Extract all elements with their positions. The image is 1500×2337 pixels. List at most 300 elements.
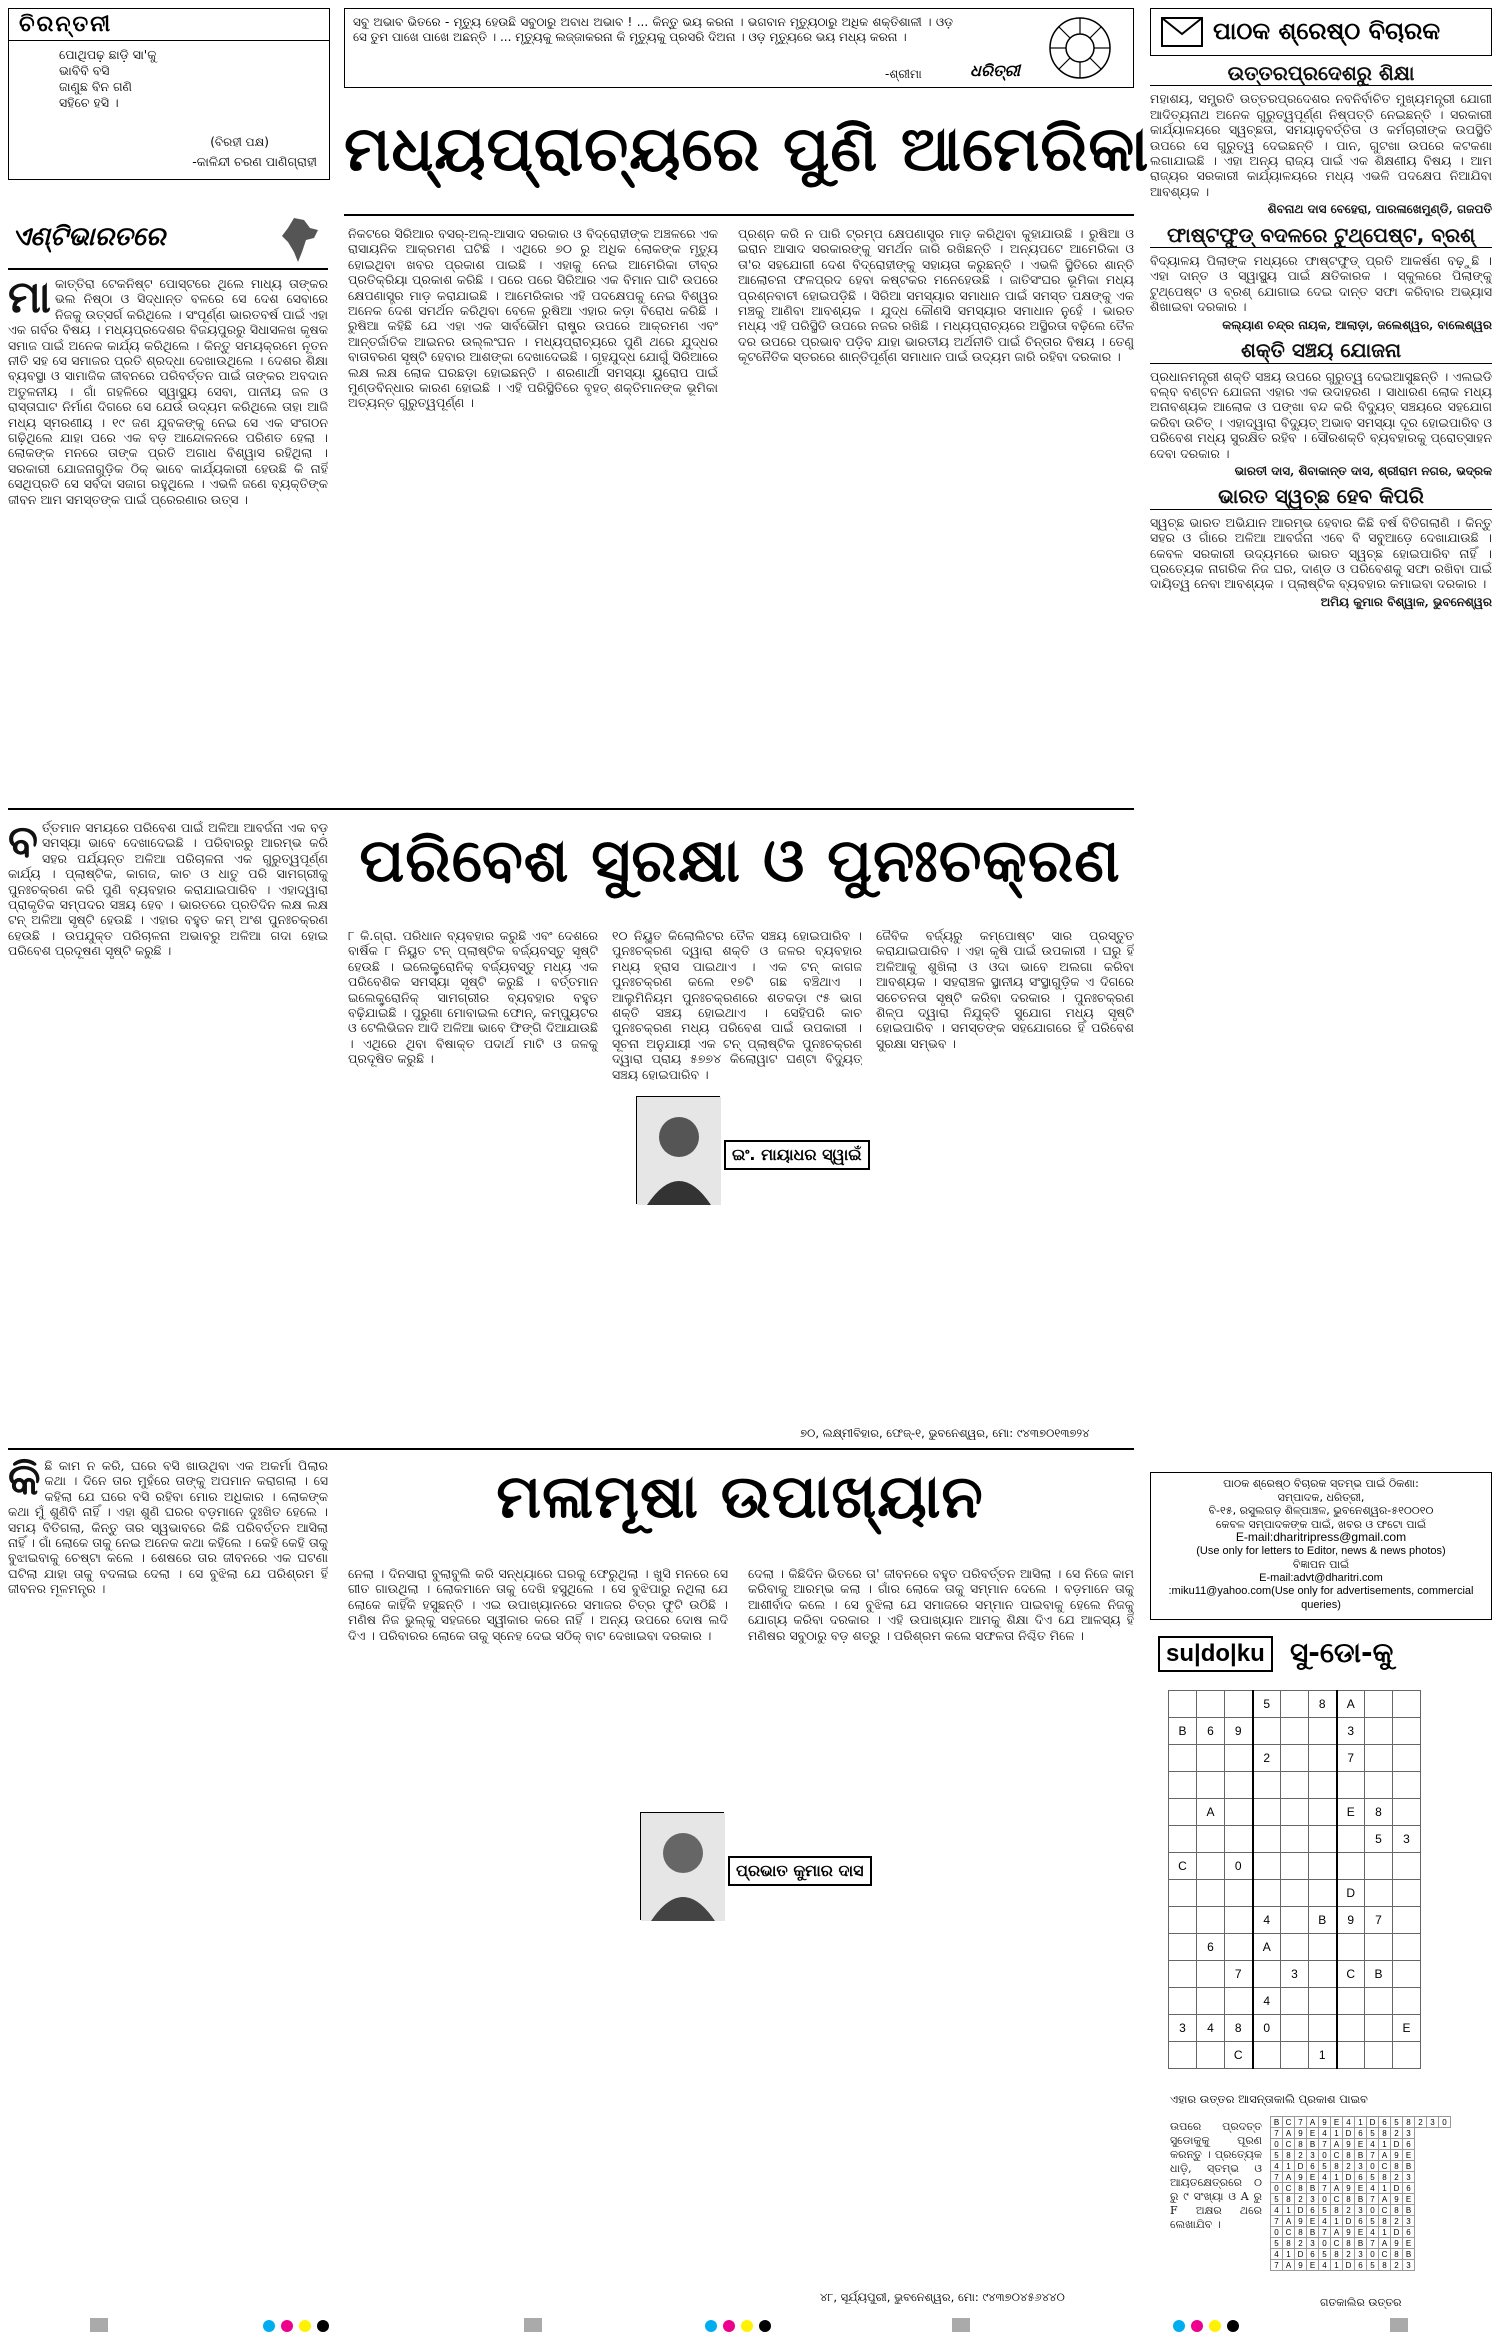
solution-cell: 0 xyxy=(1271,2139,1283,2150)
solution-cell: E xyxy=(1355,2183,1367,2194)
sudoku-grid-wrap xyxy=(1168,1690,1421,2069)
sudoku-row xyxy=(1169,1907,1421,1934)
solution-cell: 4 xyxy=(1367,2227,1379,2238)
sudoku-cell xyxy=(1253,1772,1281,1799)
sudoku-cell: 7 xyxy=(1365,1907,1393,1934)
sudoku-cell: B xyxy=(1309,1907,1337,1934)
divider xyxy=(344,214,1134,216)
solution-cell: D xyxy=(1343,2216,1355,2227)
solution-cell: 9 xyxy=(1343,2183,1355,2194)
solution-cell: 2 xyxy=(1391,2172,1403,2183)
sudoku-cell xyxy=(1337,1826,1365,1853)
solution-row xyxy=(1271,2183,1451,2194)
sudoku-row xyxy=(1169,1961,1421,1988)
sudoku-cell xyxy=(1169,1826,1197,1853)
solution-cell: 7 xyxy=(1319,2183,1331,2194)
sudoku-cell: 7 xyxy=(1225,1961,1253,1988)
sudoku-cell xyxy=(1169,1745,1197,1772)
solution-cell: E xyxy=(1355,2139,1367,2150)
solution-cell: 5 xyxy=(1367,2260,1379,2271)
solution-cell: 1 xyxy=(1331,2260,1343,2271)
poem-line: ଭାବିବି ବସି xyxy=(59,63,110,78)
paragraph: ଜୈବିକ ବର୍ଜ୍ୟରୁ କମ୍ପୋଷ୍ଟ ସାର ପ୍ରସ୍ତୁତ କରାଯାଇପାରିବ । ଏହା କୃଷି ପାଇଁ ଉପକାରୀ । ଘରୁ ହିଁ ଅଳିଆକୁ ଶୁଖିଲା ଓ ଓଦା ଭାବେ ଅଲଗା କରିବା ଆବଶ୍ୟକ । ସହରାଞ୍ଚଳ ସ୍ଥାନୀୟ ସଂସ୍ଥାଗୁଡ଼ିକ ଏ ଦିଗରେ ସଚେତନତା ସୃଷ୍ଟି କରିବା ଦରକାର । ପୁନଃଚକ୍ରଣ ଶିଳ୍ପ ଦ୍ୱାରା ନିଯୁକ୍ତି ସୁଯୋଗ ମଧ୍ୟ ସୃଷ୍ଟି ହୋଇପାରିବ । ସମସ୍ତଙ୍କ ସହଯୋଗରେ ହିଁ ପରିବେଶ ସୁରକ୍ଷା ସମ୍ଭବ । xyxy=(876,928,1134,1051)
contact-email[interactable]: :miku11@yahoo.com(Use only for advertisements, commercial queries) xyxy=(1168,1585,1474,1611)
solution-cell: 3 xyxy=(1355,2161,1367,2172)
solution-cell: 9 xyxy=(1391,2238,1403,2249)
sudoku-cell xyxy=(1253,1853,1281,1880)
sudoku-cell xyxy=(1169,1799,1197,1826)
sudoku-cell: 3 xyxy=(1393,1826,1421,1853)
solution-cell: 9 xyxy=(1295,2172,1307,2183)
letters-column xyxy=(1150,64,1492,1454)
solution-cell: E xyxy=(1403,2150,1415,2161)
letter-sign: ଅମିୟ କୁମାର ବିଶ୍ୱାଳ, ଭୁବନେଶ୍ୱର xyxy=(1320,594,1492,609)
sudoku-cell xyxy=(1393,1907,1421,1934)
solution-cell: 0 xyxy=(1271,2227,1283,2238)
solution-cell: 8 xyxy=(1391,2205,1403,2216)
letter-text: ପ୍ରଧାନମନ୍ତ୍ରୀ ଶକ୍ତି ସଞ୍ଚୟ ଉପରେ ଗୁରୁତ୍ୱ ଦେଇଆସୁଛନ୍ତି । ଏଲଇଡି ବଲ୍ବ ବଣ୍ଟନ ଯୋଜନା ଏହାର ଏକ ଉଦାହରଣ । ସାଧାରଣ ଲୋକ ମଧ୍ୟ ଅନାବଶ୍ୟକ ଆଲୋକ ଓ ପଙ୍ଖା ବନ୍ଦ କରି ବିଦ୍ୟୁତ୍ ସଞ୍ଚୟରେ ସହଯୋଗ କରିବା ଉଚିତ୍ । ଏହାଦ୍ୱାରା ବିଦ୍ୟୁତ୍ ଅଭାବ ସମସ୍ୟା ଦୂର ହୋଇପାରିବ ଓ ପରିବେଶ ମଧ୍ୟ ସୁରକ୍ଷିତ ରହିବ । ସୌରଶକ୍ତି ବ୍ୟବହାରକୁ ପ୍ରୋତ୍ସାହନ ଦେବା ଦରକାର । xyxy=(1150,368,1492,461)
environment-col-1 xyxy=(8,820,328,1440)
solution-cell: 6 xyxy=(1307,2205,1319,2216)
solution-cell: B xyxy=(1271,2117,1283,2128)
sudoku-cell xyxy=(1393,1772,1421,1799)
sudoku-row xyxy=(1169,1745,1421,1772)
sudoku-cell xyxy=(1309,1934,1337,1961)
sudoku-cell xyxy=(1393,1934,1421,1961)
sudoku-cell xyxy=(1393,1880,1421,1907)
solution-cell: 8 xyxy=(1379,2260,1391,2271)
solution-cell: 5 xyxy=(1319,2161,1331,2172)
sudoku-cell: 4 xyxy=(1253,1907,1281,1934)
solution-row xyxy=(1271,2260,1451,2271)
sudoku-cell xyxy=(1393,1745,1421,1772)
sudoku-box xyxy=(1150,1630,1492,2320)
solution-cell: C xyxy=(1283,2227,1295,2238)
sudoku-cell: B xyxy=(1365,1961,1393,1988)
sudoku-cell xyxy=(1337,1772,1365,1799)
letter-text: ସ୍ୱଚ୍ଛ ଭାରତ ଅଭିଯାନ ଆରମ୍ଭ ହେବାର କିଛି ବର୍ଷ ବିତିଗଲାଣି । କିନ୍ତୁ ସହର ଓ ଗାଁରେ ଅଳିଆ ଆବର୍ଜନା ଏବେ ବି ସବୁଆଡ଼େ ଦେଖାଯାଉଛି । କେବଳ ସରକାରୀ ଉଦ୍ୟମରେ ଭାରତ ସ୍ୱଚ୍ଛ ହୋଇପାରିବ ନାହିଁ । ପ୍ରତ୍ୟେକ ନାଗରିକ ନିଜ ଘର, ଦାଣ୍ଡ ଓ ପରିବେଶକୁ ସଫା ରଖିବା ପାଇଁ ଦାୟିତ୍ୱ ନେବା ଆବଶ୍ୟକ । ପ୍ଲାଷ୍ଟିକ ବ୍ୟବହାର କମାଇବା ଦରକାର । xyxy=(1150,514,1492,592)
sudoku-cell: D xyxy=(1337,1880,1365,1907)
solution-cell: 2 xyxy=(1415,2117,1427,2128)
chirantani-title: ଚିରନ୍ତନୀ xyxy=(9,9,329,41)
quote-author: -ଶ୍ରୀମା xyxy=(885,67,922,81)
solution-cell: 8 xyxy=(1331,2161,1343,2172)
solution-cell: 0 xyxy=(1319,2194,1331,2205)
letter-title: ଭାରତ ସ୍ୱଚ୍ଛ ହେବ କିପରି xyxy=(1150,487,1492,509)
author-address: ୭୦, ଲକ୍ଷ୍ମୀବିହାର, ଫେଜ୍-୧, ଭୁବନେଶ୍ୱର, ମୋ: ୯୪୩୭୦୧୩୭୨୪ xyxy=(800,1426,1090,1440)
sudoku-cell: 5 xyxy=(1365,1826,1393,1853)
sudoku-cell xyxy=(1281,2015,1309,2042)
color-registration-mark xyxy=(262,2318,340,2332)
solution-cell: 6 xyxy=(1355,2172,1367,2183)
solution-cell: 5 xyxy=(1319,2249,1331,2260)
environment-col-2 xyxy=(348,928,598,1440)
sudoku-cell: C xyxy=(1169,1853,1197,1880)
poem-line: ସହିଚେ ହସି । xyxy=(59,95,119,110)
solution-cell: 8 xyxy=(1343,2150,1355,2161)
letter-title: ଉତ୍ତରପ୍ରଦେଶରୁ ଶିକ୍ଷା xyxy=(1150,64,1492,86)
solution-cell: C xyxy=(1283,2183,1295,2194)
solution-cell: 3 xyxy=(1427,2117,1439,2128)
sudoku-cell xyxy=(1337,1853,1365,1880)
solution-cell: 0 xyxy=(1271,2183,1283,2194)
color-registration-mark xyxy=(704,2318,782,2332)
solution-cell: 4 xyxy=(1319,2260,1331,2271)
solution-cell: C xyxy=(1331,2238,1343,2249)
sudoku-cell xyxy=(1365,1853,1393,1880)
solution-cell: 2 xyxy=(1391,2216,1403,2227)
sudoku-cell xyxy=(1225,1934,1253,1961)
sudoku-cell: 7 xyxy=(1337,1745,1365,1772)
section-logo-text: ଏଣ୍ଟିଭାରତରେ xyxy=(12,222,166,252)
letter-title: ଫାଷ୍ଟଫୁଡ୍ ବଦଳରେ ଟୁଥ୍‌ପେଷ୍ଟ, ବ୍ରଶ୍ xyxy=(1150,226,1492,248)
sudoku-cell xyxy=(1225,1691,1253,1718)
sudoku-cell: 3 xyxy=(1169,2015,1197,2042)
solution-cell: 8 xyxy=(1391,2161,1403,2172)
solution-cell: 1 xyxy=(1331,2128,1343,2139)
solution-cell: 1 xyxy=(1379,2227,1391,2238)
solution-cell: 9 xyxy=(1391,2150,1403,2161)
solution-cell: 7 xyxy=(1295,2117,1307,2128)
solution-cell: 5 xyxy=(1271,2150,1283,2161)
divider xyxy=(8,268,328,270)
sudoku-cell: 8 xyxy=(1365,1799,1393,1826)
solution-cell: 0 xyxy=(1367,2249,1379,2260)
sudoku-cell xyxy=(1393,1799,1421,1826)
chirantani-poem xyxy=(9,41,329,117)
sudoku-cell xyxy=(1253,1799,1281,1826)
sudoku-cell xyxy=(1309,2015,1337,2042)
sudoku-cell xyxy=(1393,1691,1421,1718)
sudoku-row xyxy=(1169,1853,1421,1880)
sudoku-cell xyxy=(1365,2015,1393,2042)
solution-cell: 7 xyxy=(1367,2194,1379,2205)
quote-brand: ଧରିତ୍ରୀ xyxy=(970,61,1020,80)
solution-cell: B xyxy=(1403,2249,1415,2260)
solution-cell: 3 xyxy=(1307,2150,1319,2161)
solution-cell: 2 xyxy=(1391,2128,1403,2139)
story-col-2 xyxy=(348,1566,728,2298)
solution-cell: C xyxy=(1331,2194,1343,2205)
solution-cell: 1 xyxy=(1331,2216,1343,2227)
solution-cell: 0 xyxy=(1319,2238,1331,2249)
solution-cell: D xyxy=(1391,2139,1403,2150)
solution-cell: A xyxy=(1283,2128,1295,2139)
sudoku-cell: 3 xyxy=(1337,1718,1365,1745)
solution-cell: B xyxy=(1307,2227,1319,2238)
sudoku-cell xyxy=(1169,1961,1197,1988)
sudoku-cell: 4 xyxy=(1197,2015,1225,2042)
letter-text: ବିଦ୍ୟାଳୟ ପିଲାଙ୍କ ମଧ୍ୟରେ ଫାଷ୍ଟଫୁଡ୍ ପ୍ରତି ଆକର୍ଷଣ ବଢ଼ୁଛି । ଏହା ଦାନ୍ତ ଓ ସ୍ୱାସ୍ଥ୍ୟ ପାଇଁ କ୍ଷତିକାରକ । ସ୍କୁଲରେ ପିଲାଙ୍କୁ ଟୁଥ୍‌ପେଷ୍ଟ ଓ ବ୍ରଶ୍ ଯୋଗାଇ ଦେଇ ଦାନ୍ତ ସଫା କରିବାର ଅଭ୍ୟାସ ଶିଖାଇବା ଦରକାର । xyxy=(1150,253,1492,315)
sudoku-cell: E xyxy=(1393,2015,1421,2042)
solution-cell: E xyxy=(1403,2194,1415,2205)
story-col-3 xyxy=(748,1566,1134,2298)
solution-cell: 6 xyxy=(1403,2139,1415,2150)
solution-row xyxy=(1271,2238,1451,2249)
sudoku-cell: 8 xyxy=(1225,2015,1253,2042)
solution-cell: D xyxy=(1295,2249,1307,2260)
solution-cell: A xyxy=(1379,2194,1391,2205)
solution-cell: D xyxy=(1367,2117,1379,2128)
contact-email[interactable]: E-mail:advt@dharitri.com xyxy=(1259,1571,1383,1584)
solution-cell: 7 xyxy=(1271,2216,1283,2227)
letter xyxy=(1150,64,1492,218)
sudoku-cell xyxy=(1365,1718,1393,1745)
dropcap: କି xyxy=(8,1458,41,1505)
sudoku-cell xyxy=(1197,1907,1225,1934)
solution-cell: D xyxy=(1343,2172,1355,2183)
sudoku-cell xyxy=(1197,1988,1225,2015)
sudoku-cell xyxy=(1309,1745,1337,1772)
solution-cell: B xyxy=(1403,2205,1415,2216)
solution-cell: 9 xyxy=(1295,2216,1307,2227)
sudoku-cell: C xyxy=(1337,1961,1365,1988)
sudoku-cell xyxy=(1365,1772,1393,1799)
sudoku-cell xyxy=(1281,1745,1309,1772)
chirantani-source: (ବିରହୀ ପକ୍ଷ) xyxy=(210,135,269,149)
sudoku-cell xyxy=(1309,1772,1337,1799)
color-registration-mark xyxy=(1172,2318,1250,2332)
solution-cell: 1 xyxy=(1283,2249,1295,2260)
solution-cell: 9 xyxy=(1343,2139,1355,2150)
solution-cell: A xyxy=(1331,2139,1343,2150)
solution-cell: 8 xyxy=(1343,2194,1355,2205)
solution-cell: 2 xyxy=(1295,2150,1307,2161)
sudoku-cell xyxy=(1169,1691,1197,1718)
paragraph: ଛି କାମ ନ କରି, ଘରେ ବସି ଖାଉଥିବା ଏକ ଅକର୍ମା ପିଲାର କଥା । ଦିନେ ତାର ମୁହଁରେ ତାଙ୍କୁ ଅପମାନ କରାଗଲା । ସେ କହିଲା ଯେ ଘରେ ବସି ରହିବା ମୋର ଅଧିକାର । ଲୋକଙ୍କ କଥା ମୁଁ ଶୁଣିବି ନାହିଁ । ଏହା ଶୁଣି ଘରର ବଡ଼ମାନେ ଦୁଃଖିତ ହେଲେ । ସମୟ ବିତିଗଲା, କିନ୍ତୁ ତାର ସ୍ୱଭାବରେ କିଛି ପରିବର୍ତ୍ତନ ଆସିଲା ନାହିଁ । ଗାଁ ଲୋକେ ତାକୁ ନେଇ ଅନେକ କଥା କହିଲେ । କେହି କେହି ତାକୁ ବୁଝାଇବାକୁ ଚେଷ୍ଟା କଲେ । ଶେଷରେ ତାର ଜୀବନରେ ଏକ ଘଟଣା ଘଟିଲା ଯାହା ତାକୁ ବଦଳାଇ ଦେଲା । ସେ ବୁଝିଲା ଯେ ପରିଶ୍ରମ ହିଁ ଜୀବନର ମୂଳମନ୍ତ୍ର । xyxy=(8,1458,328,1597)
solution-cell: C xyxy=(1379,2205,1391,2216)
solution-cell: 3 xyxy=(1403,2260,1415,2271)
registration-mark xyxy=(90,2318,108,2332)
sudoku-cell xyxy=(1337,2015,1365,2042)
sudoku-row xyxy=(1169,1691,1421,1718)
solution-row xyxy=(1271,2161,1451,2172)
editorial-col-3 xyxy=(738,226,1134,796)
sudoku-cell xyxy=(1393,1853,1421,1880)
solution-cell: 0 xyxy=(1367,2161,1379,2172)
solution-cell: 7 xyxy=(1271,2128,1283,2139)
solution-cell: C xyxy=(1283,2117,1295,2128)
sudoku-cell: B xyxy=(1169,1718,1197,1745)
sudoku-cell: 8 xyxy=(1309,1691,1337,1718)
solution-cell: B xyxy=(1403,2161,1415,2172)
sudoku-cell xyxy=(1253,2042,1281,2069)
sudoku-cell xyxy=(1281,1826,1309,1853)
sudoku-logo: su|do|ku xyxy=(1158,1636,1273,1672)
solution-cell: 3 xyxy=(1403,2128,1415,2139)
solution-cell: 2 xyxy=(1343,2205,1355,2216)
solution-cell: 4 xyxy=(1271,2205,1283,2216)
solution-cell: B xyxy=(1355,2238,1367,2249)
sudoku-cell xyxy=(1309,1853,1337,1880)
divider xyxy=(8,1448,1134,1450)
paragraph: ର୍ତ୍ତମାନ ସମୟରେ ପରିବେଶ ପାଇଁ ଅଳିଆ ଆବର୍ଜନା ଏକ ବଡ଼ ସମସ୍ୟା ଭାବେ ଦେଖାଦେଇଛି । ପରିବାରରୁ ଆରମ୍ଭ କରି ସହର ପର୍ଯ୍ୟନ୍ତ ଅଳିଆ ପରିଚାଳନା ଏକ ଗୁରୁତ୍ୱପୂର୍ଣ୍ଣ କାର୍ଯ୍ୟ । ପ୍ଲାଷ୍ଟିକ, କାଗଜ, କାଚ ଓ ଧାତୁ ପରି ସାମଗ୍ରୀକୁ ପୁନଃଚକ୍ରଣ କରି ପୁଣି ବ୍ୟବହାର କରାଯାଇପାରିବ । ଏହାଦ୍ୱାରା ପ୍ରାକୃତିକ ସମ୍ପଦର ସଞ୍ଚୟ ହେବ । ଭାରତରେ ପ୍ରତିଦିନ ଲକ୍ଷ ଲକ୍ଷ ଟନ୍ ଅଳିଆ ସୃଷ୍ଟି ହେଉଛି । ଏହାର ବହୁତ କମ୍ ଅଂଶ ପୁନଃଚକ୍ରଣ ହେଉଛି । ଉପଯୁକ୍ତ ପରିଚାଳନା ଅଭାବରୁ ଅଳିଆ ଗଦା ହୋଇ ପରିବେଶ ପ୍ରଦୂଷଣ ସୃଷ୍ଟି କରୁଛି । xyxy=(8,820,328,959)
letter-sign: କଲ୍ୟାଣ ଚନ୍ଦ୍ର ନାୟକ, ଆଲାଡ଼ା, ଜଲେଶ୍ୱର, ବାଲେଶ୍ୱର xyxy=(1222,317,1492,332)
sudoku-cell xyxy=(1169,1772,1197,1799)
sudoku-cell xyxy=(1281,1772,1309,1799)
solution-cell: 5 xyxy=(1367,2216,1379,2227)
solution-cell: 1 xyxy=(1283,2161,1295,2172)
solution-cell: D xyxy=(1391,2183,1403,2194)
solution-cell: 3 xyxy=(1307,2238,1319,2249)
solution-cell: 1 xyxy=(1379,2183,1391,2194)
solution-cell: 5 xyxy=(1271,2194,1283,2205)
sudoku-cell xyxy=(1309,1826,1337,1853)
sudoku-cell xyxy=(1309,1799,1337,1826)
sudoku-row xyxy=(1169,1772,1421,1799)
sudoku-cell xyxy=(1365,1934,1393,1961)
sudoku-cell xyxy=(1253,1880,1281,1907)
paragraph: ପ୍ରଶ୍ନ କରି ନ ପାରି ଟ୍ରମ୍ପ କ୍ଷେପଣାସ୍ତ୍ର ମାଡ଼ କରିଥିବା କୁହାଯାଉଛି । ରୁଷିଆ ଓ ଇରାନ ଆସାଦ ସରକାରଙ୍କୁ ସମର୍ଥନ ଜାରି ରଖିଛନ୍ତି । ଅନ୍ୟପଟେ ଆମେରିକା ଓ ତା'ର ସହଯୋଗୀ ଦେଶ ବିଦ୍ରୋହୀଙ୍କୁ ସହାୟତା କରୁଛନ୍ତି । ଏଭଳି ସ୍ଥିତିରେ ଶାନ୍ତି ଆଲୋଚନା ଫଳପ୍ରଦ ହେବା କଷ୍ଟକର ମନେହେଉଛି । ଜାତିସଂଘର ଭୂମିକା ମଧ୍ୟ ପ୍ରଶ୍ନବାଚୀ ହୋଇପଡ଼ିଛି । ସିରିଆ ସମସ୍ୟାର ସମାଧାନ ପାଇଁ ସମସ୍ତ ପକ୍ଷଙ୍କୁ ଏକ ମଞ୍ଚକୁ ଆଣିବା ଆବଶ୍ୟକ । ଯୁଦ୍ଧ କୌଣସି ସମସ୍ୟାର ସମାଧାନ ନୁହେଁ । ଭାରତ ମଧ୍ୟ ଏହି ପରିସ୍ଥିତି ଉପରେ ନଜର ରଖିଛି । ମଧ୍ୟପ୍ରାଚ୍ୟରେ ଅସ୍ଥିରତା ବଢ଼ିଲେ ତୈଳ ଦର ଉପରେ ପ୍ରଭାବ ପଡ଼ିବ ଯାହା ଭାରତୀୟ ଅର୍ଥନୀତି ପାଇଁ ଚିନ୍ତାର ବିଷୟ । ତେଣୁ କୂଟନୈତିକ ସ୍ତରରେ ଶାନ୍ତିପୂର୍ଣ୍ଣ ସମାଧାନ ପାଇଁ ଉଦ୍ୟମ ଜାରି ରହିବା ଦରକାର । xyxy=(738,226,1134,365)
chirantani-box xyxy=(8,8,330,180)
sudoku-cell xyxy=(1253,1718,1281,1745)
sudoku-title: ସୁ-ଡୋ-କୁ xyxy=(1290,1636,1394,1669)
solution-cell: 9 xyxy=(1295,2260,1307,2271)
solution-cell: E xyxy=(1331,2117,1343,2128)
story-headline: ମଳାମୂଷା ଉପାଖ୍ୟାନ xyxy=(496,1462,984,1532)
sudoku-row xyxy=(1169,1880,1421,1907)
solution-cell: A xyxy=(1283,2216,1295,2227)
solution-cell: 8 xyxy=(1379,2216,1391,2227)
solution-cell: 8 xyxy=(1283,2150,1295,2161)
solution-cell: D xyxy=(1343,2128,1355,2139)
sudoku-cell xyxy=(1169,1934,1197,1961)
sudoku-cell xyxy=(1337,2042,1365,2069)
contact-email[interactable]: E-mail:dharitripress@gmail.com xyxy=(1235,1530,1407,1544)
solution-cell: D xyxy=(1343,2260,1355,2271)
solution-cell: 3 xyxy=(1355,2205,1367,2216)
letters-header xyxy=(1150,8,1492,56)
solution-cell: 8 xyxy=(1283,2238,1295,2249)
sudoku-cell xyxy=(1169,1880,1197,1907)
solution-cell: C xyxy=(1379,2249,1391,2260)
solution-cell: 5 xyxy=(1367,2172,1379,2183)
solution-cell: E xyxy=(1307,2128,1319,2139)
sudoku-cell: 9 xyxy=(1225,1718,1253,1745)
solution-cell: 4 xyxy=(1367,2139,1379,2150)
solution-cell: 7 xyxy=(1271,2260,1283,2271)
solution-cell: 2 xyxy=(1295,2194,1307,2205)
author-caption: ଇଂ. ମାୟାଧର ସ୍ୱାଇଁ xyxy=(724,1140,870,1170)
solution-cell: 3 xyxy=(1403,2216,1415,2227)
solution-cell: 8 xyxy=(1295,2183,1307,2194)
solution-cell: B xyxy=(1355,2150,1367,2161)
sudoku-cell xyxy=(1225,1745,1253,1772)
letter-sign: ଭାରତୀ ଦାସ, ଶିବାକାନ୍ତ ଦାସ, ଶ୍ରୀରାମ ନଗର, ଭଦ୍ରକ xyxy=(1234,463,1492,478)
sudoku-cell: 6 xyxy=(1197,1718,1225,1745)
solution-cell: 9 xyxy=(1319,2117,1331,2128)
sudoku-cell xyxy=(1281,2042,1309,2069)
sudoku-cell xyxy=(1197,1880,1225,1907)
sudoku-cell xyxy=(1281,1907,1309,1934)
letter xyxy=(1150,338,1492,479)
solution-cell: 7 xyxy=(1367,2150,1379,2161)
solution-cell: E xyxy=(1307,2172,1319,2183)
sudoku-row xyxy=(1169,1988,1421,2015)
solution-cell: 8 xyxy=(1283,2194,1295,2205)
solution-cell: A xyxy=(1379,2150,1391,2161)
registration-mark xyxy=(524,2318,542,2332)
author-caption: ପ୍ରଭାତ କୁମାର ଦାସ xyxy=(728,1856,872,1886)
solution-cell: 3 xyxy=(1307,2194,1319,2205)
solution-cell: 8 xyxy=(1391,2249,1403,2260)
author-photo xyxy=(636,1096,720,1204)
solution-row xyxy=(1271,2216,1451,2227)
sudoku-cell xyxy=(1225,1880,1253,1907)
solution-cell: 5 xyxy=(1391,2117,1403,2128)
sudoku-cell xyxy=(1281,1718,1309,1745)
sudoku-grid xyxy=(1168,1690,1421,2069)
letters-title: ପାଠକ ଶ୍ରେଷ୍ଠ ବିଚାରକ xyxy=(1213,17,1441,45)
solution-cell: 6 xyxy=(1403,2183,1415,2194)
sudoku-row xyxy=(1169,2015,1421,2042)
sudoku-cell xyxy=(1393,2042,1421,2069)
sudoku-cell xyxy=(1253,1961,1281,1988)
sudoku-cell xyxy=(1197,1961,1225,1988)
solution-cell: 6 xyxy=(1307,2249,1319,2260)
contact-line: ବିଜ୍ଞାପନ ପାଇଁ xyxy=(1292,1558,1350,1571)
solution-row xyxy=(1271,2172,1451,2183)
solution-row xyxy=(1271,2249,1451,2260)
solution-cell: B xyxy=(1307,2139,1319,2150)
solution-row xyxy=(1271,2227,1451,2238)
section-logo xyxy=(8,216,328,266)
solution-cell: 8 xyxy=(1331,2205,1343,2216)
solution-cell: 1 xyxy=(1379,2139,1391,2150)
sudoku-cell xyxy=(1225,1907,1253,1934)
sudoku-cell xyxy=(1365,1745,1393,1772)
sudoku-cell xyxy=(1365,1691,1393,1718)
envelope-icon xyxy=(1161,17,1203,51)
sudoku-cell: A xyxy=(1253,1934,1281,1961)
solution-cell: D xyxy=(1295,2205,1307,2216)
solution-cell: 9 xyxy=(1391,2194,1403,2205)
quote-box xyxy=(344,8,1134,88)
solution-cell: 4 xyxy=(1319,2216,1331,2227)
solution-cell: 7 xyxy=(1319,2139,1331,2150)
sudoku-row xyxy=(1169,1799,1421,1826)
solution-cell: 8 xyxy=(1379,2128,1391,2139)
sudoku-row xyxy=(1169,1826,1421,1853)
sudoku-cell: 0 xyxy=(1225,1853,1253,1880)
solution-cell: 6 xyxy=(1355,2216,1367,2227)
solution-cell: 4 xyxy=(1343,2117,1355,2128)
sudoku-cell: 2 xyxy=(1253,1745,1281,1772)
sudoku-cell xyxy=(1337,1988,1365,2015)
solution-cell: D xyxy=(1391,2227,1403,2238)
paragraph: ୮ କି.ଗ୍ରା. ପରିଧାନ ବ୍ୟବହାର କରୁଛି ଏବଂ ଦେଶରେ ବାର୍ଷିକ ୮ ନିୟୁତ ଟନ୍ ପ୍ଲାଷ୍ଟିକ ବର୍ଜ୍ୟବସ୍ତୁ ସୃଷ୍ଟି ହେଉଛି । ଇଲେକ୍ଟ୍ରୋନିକ୍ ବର୍ଜ୍ୟବସ୍ତୁ ମଧ୍ୟ ଏକ ପରିବେଶିକ ସମସ୍ୟା ସୃଷ୍ଟି କରୁଛି । ବର୍ତ୍ତମାନ ଇଲେକ୍ଟ୍ରୋନିକ୍ ସାମଗ୍ରୀର ବ୍ୟବହାର ବହୁତ ବଢ଼ିଯାଇଛି । ପୁରୁଣା ମୋବାଇଲ ଫୋନ୍, କମ୍ପ୍ୟୁଟର ଓ ଟେଲିଭିଜନ ଆଦି ଅଳିଆ ଭାବେ ଫିଙ୍ଗି ଦିଆଯାଉଛି । ଏଥିରେ ଥିବା ବିଷାକ୍ତ ପଦାର୍ଥ ମାଟି ଓ ଜଳକୁ ପ୍ରଦୂଷିତ କରୁଛି । xyxy=(348,928,598,1067)
solution-cell: 2 xyxy=(1343,2249,1355,2260)
solution-label: ଗତକାଲିର ଉତ୍ତର xyxy=(1320,2296,1402,2309)
contact-line: ସମ୍ପାଦକ, ଧରିତ୍ରୀ, xyxy=(1277,1490,1365,1504)
solution-cell: 4 xyxy=(1319,2128,1331,2139)
sudoku-row xyxy=(1169,2042,1421,2069)
solution-cell: C xyxy=(1379,2161,1391,2172)
sudoku-note: ଏହାର ଉତ୍ତର ଆସନ୍ତାକାଲି ପ୍ରକାଶ ପାଇବ xyxy=(1170,2092,1368,2106)
sudoku-cell xyxy=(1365,1880,1393,1907)
sudoku-cell xyxy=(1225,1988,1253,2015)
sun-emblem-icon xyxy=(1047,15,1113,81)
solution-cell: 0 xyxy=(1367,2205,1379,2216)
editorial-col-2 xyxy=(348,226,718,796)
solution-cell: 8 xyxy=(1343,2238,1355,2249)
sudoku-cell: 5 xyxy=(1253,1691,1281,1718)
dropcap: ମା xyxy=(8,276,51,323)
letter-text: ମହାଶୟ, ସମ୍ପ୍ରତି ଉତ୍ତରପ୍ରଦେଶର ନବନିର୍ବାଚିତ ମୁଖ୍ୟମନ୍ତ୍ରୀ ଯୋଗୀ ଆଦିତ୍ୟନାଥ ଅନେକ ଗୁରୁତ୍ୱପୂର୍ଣ୍ଣ ନିଷ୍ପତ୍ତି ନେଇଛନ୍ତି । ସରକାରୀ କାର୍ଯ୍ୟାଳୟରେ ସ୍ୱଚ୍ଛତା, ସମୟାନୁବର୍ତ୍ତିତା ଓ କର୍ମଚାରୀଙ୍କ ଉପସ୍ଥିତି ଉପରେ ସେ ଗୁରୁତ୍ୱ ଦେଇଛନ୍ତି । ପାନ, ଗୁଟଖା ଉପରେ କଟକଣା ଲଗାଯାଇଛି । ଏହା ଅନ୍ୟ ରାଜ୍ୟ ପାଇଁ ଏକ ଶିକ୍ଷଣୀୟ ବିଷୟ । ଆମ ରାଜ୍ୟର ସରକାରୀ କାର୍ଯ୍ୟାଳୟରେ ମଧ୍ୟ ଏଭଳି ପଦକ୍ଷେପ ନିଆଯିବା ଆବଶ୍ୟକ । xyxy=(1150,91,1492,199)
sudoku-cell: A xyxy=(1337,1691,1365,1718)
solution-cell: 2 xyxy=(1391,2260,1403,2271)
dropcap: ବ xyxy=(8,820,39,867)
